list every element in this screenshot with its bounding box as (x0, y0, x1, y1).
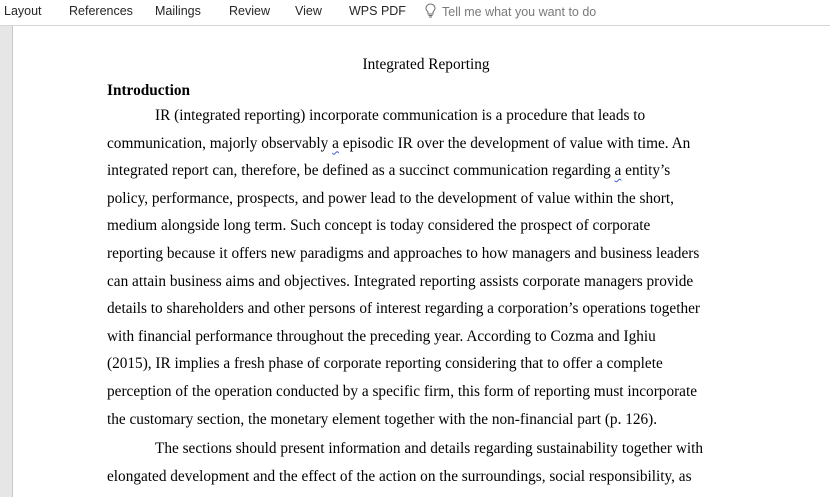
paragraph2-line: elongated development and the effect of the action on the surroundings, social responsibility, as (107, 467, 692, 485)
paragraph1-line: with financial performance throughout the preceding year. According to Cozma and Ighiu (107, 327, 656, 345)
paragraph2-line: The sections should present information and details regarding sustainability together with (155, 440, 704, 458)
tab-mailings[interactable]: Mailings (155, 4, 201, 18)
document-title: Integrated Reporting (362, 56, 490, 73)
paragraph1-line: perception of the operation conducted by a specific firm, this form of reporting must incorporate (107, 382, 698, 400)
paragraph1-line: (2015), IR implies a fresh phase of corporate reporting considering that to offer a complete (107, 355, 663, 373)
paragraph1-line: can attain business aims and objectives. Integrated reporting assists corporate managers provide (107, 272, 694, 290)
lightbulb-icon (425, 3, 442, 21)
tab-wps-pdf[interactable]: WPS PDF (349, 4, 406, 18)
section-heading: Introduction (107, 82, 191, 99)
paragraph1-line: IR (integrated reporting) incorporate communication is a procedure that leads to (155, 107, 646, 124)
tab-review[interactable]: Review (229, 4, 270, 18)
paragraph1-line: policy, performance, prospects, and power lead to the development of value within the short, (107, 189, 674, 207)
document-body (107, 54, 737, 490)
tab-layout[interactable]: Layout (4, 4, 42, 18)
spelling-error-mark[interactable]: a (332, 134, 339, 152)
paragraph1-line: integrated report can, therefore, be defined as a succinct communication regarding a entity’s (107, 162, 671, 180)
paragraph-1 (107, 102, 737, 433)
paragraph1-line: the customary section, the monetary element together with the non-financial part (p. 126). (107, 410, 658, 428)
tell-me-search[interactable] (425, 3, 596, 21)
tab-view[interactable]: View (295, 4, 322, 18)
spelling-error-mark[interactable]: a (614, 162, 622, 180)
document-canvas (0, 26, 830, 497)
paragraph-2 (107, 435, 737, 490)
tell-me-placeholder: Tell me what you want to do (442, 5, 597, 19)
document-page[interactable] (12, 26, 830, 497)
ribbon-menu-bar (0, 0, 830, 26)
paragraph1-line: medium alongside long term. Such concept is today considered the prospect of corporate (107, 217, 651, 235)
paragraph1-line: reporting because it offers new paradigms and approaches to how managers and business leaders (107, 244, 700, 262)
paragraph1-line: details to shareholders and other persons of interest regarding a corporation’s operations together (107, 300, 700, 318)
paragraph1-line: communication, majorly observably a episodic IR over the development of value with time. An (107, 134, 691, 152)
tab-references[interactable]: References (69, 4, 133, 18)
